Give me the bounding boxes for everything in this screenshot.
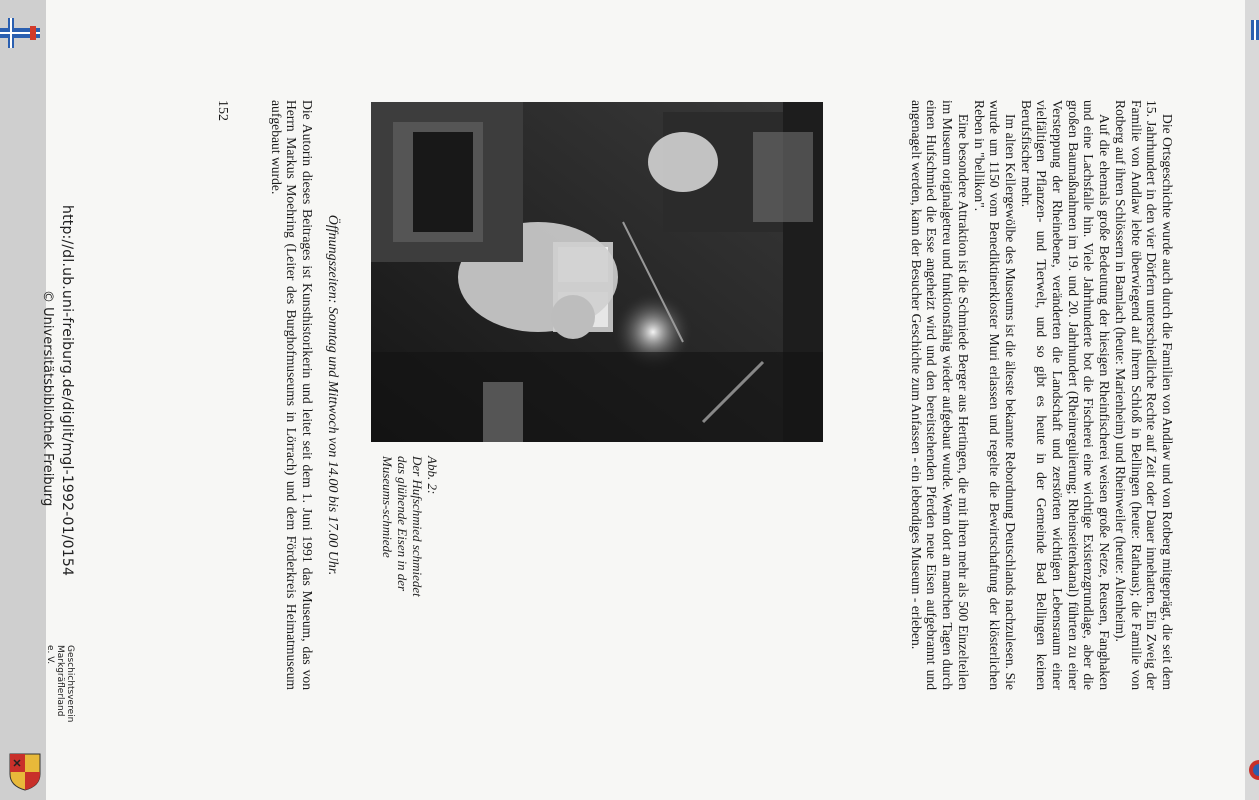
figure-caption bbox=[380, 456, 440, 616]
body-text bbox=[908, 100, 1175, 690]
paragraph: Auf die ehemals große Bedeutung der hiesigen Rheinfischerei weisen große Netze, Reusen, Fanghaken und eine Lachsfalle hin. Viele Jahrhunderte bot die Fischerei eine wichtige Existenzgrundlage, aber die großen Baumaßnahmen im 19. und 20. Jahrhundert (Rheinregulierung; Rheinseitenkanal) führten zu einer Versteppung der Rheinebene, veränderten die Landschaft und zerstörten wichtigen Lebensraum einer vielfältigen Pflanzen- und Tierwelt, und so gibt es heute in der Gemeinde Bad Bellingen keinen Berufsfischer mehr. bbox=[1018, 100, 1113, 690]
paragraph: Eine besondere Attraktion ist die Schmiede Berger aus Hertingen, die mit ihren mehr als 500 Einzelteilen im Museum originalgetreu und funktionsfähig wieder aufgebaut wurde. Wenn dort an manchen Tagen durch einen Hufschmied die Esse angeheizt wird und den bereitstehenden Pferden neue Eisen aufgebrannt und angenagelt werden, kann der Besucher Geschichte zum Anfassen - ein lebendiges Museum - erleben. bbox=[908, 100, 971, 690]
crest-icon bbox=[8, 752, 42, 792]
paragraph: Im alten Kellergewölbe des Museums ist die älteste bekannte Rebordnung Deutschlands nachzulesen. Sie wurde um 1150 vom Benediktinerkloster Muri erlassen und regelte die Bewirtschaftung der klösterlichen Reben in "bellikon". bbox=[971, 100, 1018, 690]
right-margin bbox=[1245, 0, 1259, 800]
footer-copyright: © Universitätsbibliothek Freiburg bbox=[40, 290, 55, 507]
blacksmith-photo bbox=[371, 102, 823, 442]
opening-hours: Öffnungszeiten: Sonntag und Mittwoch von 14.00 bis 17.00 Uhr. bbox=[325, 214, 340, 576]
paragraph: Die Ortsgeschichte wurde auch durch die Familien von Andlaw und von Rotberg mitgeprägt, die seit dem 15. Jahrhundert in den vier Dörfern unterschiedliche Rechte auf Zeit oder Dauer innehatten. Ein Zweig der Familie von Andlaw lebte überwiegend auf ihrem Schloß in Bellingen (heute: Rathaus); die Familie von Rotberg auf ihren Schlössern in Bamlach (heute: Marienheim) und Rheinweiler (heute: Altenheim). bbox=[1112, 100, 1175, 690]
figure-caption-text: Der Hufschmied schmiedet das glühende Eisen in der Museums-schmiede bbox=[380, 456, 425, 597]
author-note: Die Autorin dieses Beitrages ist Kunsthistorikerin und leitet seit dem 1. Juni 1991 das Museum, das von Herrn Markus Moehring (Leiter des Burghofmuseums in Lörrach) und dem Förderkreis Heimatmuseum aufgebaut wurde. bbox=[268, 100, 315, 690]
footer-url[interactable]: http://dl.ub.uni-freiburg.de/diglit/mgl-1992-01/0154 bbox=[59, 205, 75, 577]
figure-number: Abb. 2: bbox=[425, 456, 440, 495]
crest-fragment-icon bbox=[1249, 755, 1259, 785]
footer-org: Geschichtsverein Markgräflerland e. V. bbox=[45, 645, 75, 723]
flag-fragment-icon bbox=[1251, 20, 1259, 40]
scanned-page bbox=[40, 0, 1245, 800]
rotated-content bbox=[40, 0, 1245, 800]
page-number: 152 bbox=[215, 100, 230, 121]
figure-photo bbox=[371, 102, 823, 442]
flag-icon bbox=[0, 18, 40, 48]
